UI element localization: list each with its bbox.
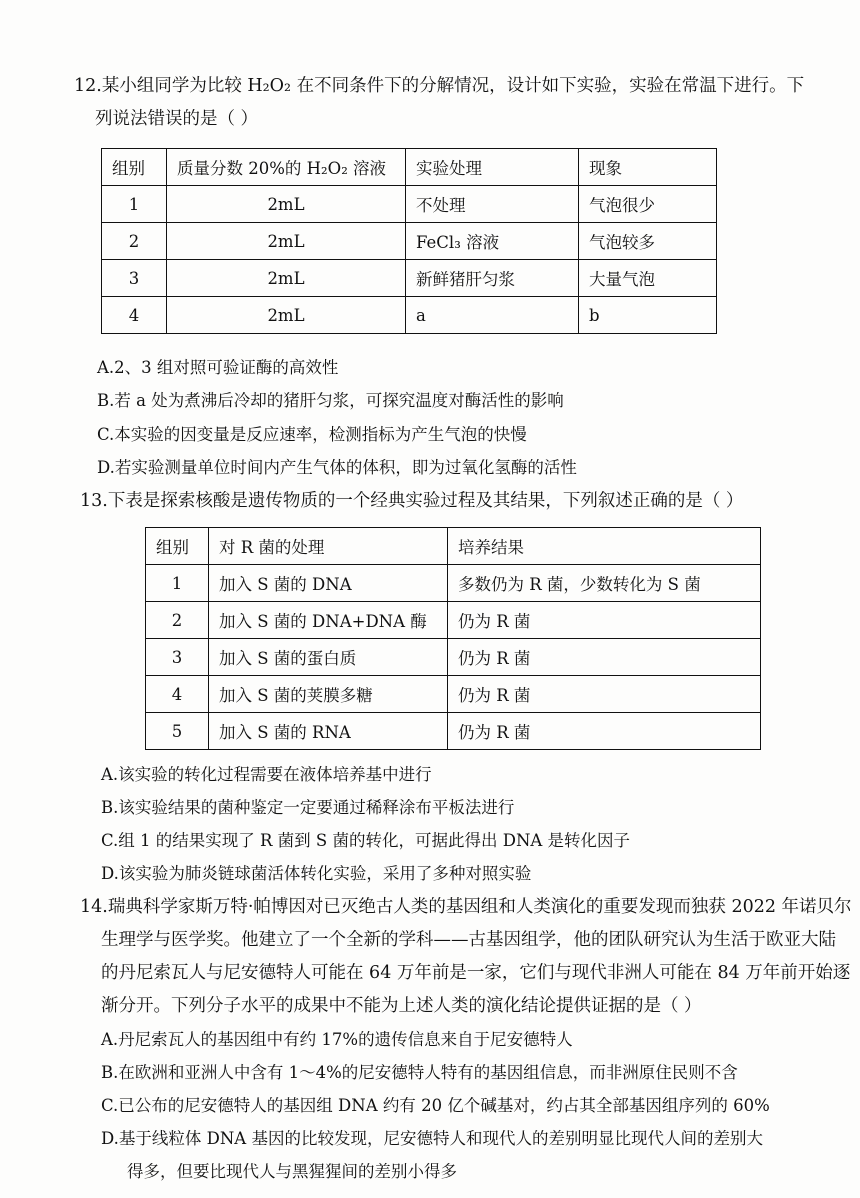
- table-header-cell: 现象: [579, 149, 717, 186]
- table-row: [146, 639, 761, 676]
- table-cell: 加入 S 菌的荚膜多糖: [209, 676, 448, 713]
- table-cell: 大量气泡: [579, 260, 717, 297]
- table-cell: 3: [146, 639, 209, 676]
- q14-option-b: B.在欧洲和亚洲人中含有 1～4%的尼安德特人特有的基因组信息，而非洲原住民则不含: [101, 1063, 738, 1082]
- q14-option-d: D.基于线粒体 DNA 基因的比较发现，尼安德特人和现代人的差别明显比现代人间的差别大: [101, 1129, 763, 1148]
- table-cell: 仍为 R 菌: [448, 713, 761, 750]
- q14-option-d-cont: 得多，但要比现代人与黑猩猩间的差别小得多: [127, 1162, 457, 1181]
- q13-stem: 13.下表是探索核酸是遗传物质的一个经典实验过程及其结果，下列叙述正确的是（ ）: [80, 491, 744, 511]
- table-cell: 2mL: [167, 260, 406, 297]
- q12-option-a: A.2、3 组对照可验证酶的高效性: [97, 358, 339, 377]
- q13-option-a: A.该实验的转化过程需要在液体培养基中进行: [101, 765, 432, 784]
- table-cell: 1: [102, 186, 167, 223]
- table-cell: 加入 S 菌的 RNA: [209, 713, 448, 750]
- table-cell: b: [579, 297, 717, 334]
- table-cell: 仍为 R 菌: [448, 676, 761, 713]
- q14-option-c: C.已公布的尼安德特人的基因组 DNA 约有 20 亿个碱基对，约占其全部基因组序列的 60%: [101, 1096, 770, 1115]
- q12-stem-line2: 列说法错误的是（ ）: [95, 109, 259, 129]
- table-row: [102, 223, 717, 260]
- table-row: [146, 676, 761, 713]
- table-header-cell: 组别: [102, 149, 167, 186]
- table-cell: 2mL: [167, 186, 406, 223]
- table-cell: 2mL: [167, 223, 406, 260]
- table-cell: 加入 S 菌的蛋白质: [209, 639, 448, 676]
- q12-table: [101, 148, 717, 334]
- table-cell: 不处理: [406, 186, 579, 223]
- table-header-cell: 组别: [146, 528, 209, 565]
- q14-stem-line3: 的丹尼索瓦人与尼安德特人可能在 64 万年前是一家，它们与现代非洲人可能在 84 万年前开始逐: [101, 963, 851, 983]
- table-row: [102, 186, 717, 223]
- table-row: [102, 260, 717, 297]
- table-cell: 1: [146, 565, 209, 602]
- q13-table: [145, 527, 761, 750]
- table-cell: 加入 S 菌的 DNA: [209, 565, 448, 602]
- q13-option-d: D.该实验为肺炎链球菌活体转化实验，采用了多种对照实验: [101, 864, 532, 883]
- table-row: [146, 602, 761, 639]
- q14-stem-line2: 生理学与医学奖。他建立了一个全新的学科——古基因组学，他的团队研究认为生活于欧亚大陆: [101, 930, 836, 950]
- q12-option-b: B.若 a 处为煮沸后冷却的猪肝匀浆，可探究温度对酶活性的影响: [97, 391, 564, 410]
- q12-option-c: C.本实验的因变量是反应速率，检测指标为产生气泡的快慢: [97, 425, 527, 444]
- table-header-row: [146, 528, 761, 565]
- table-header-cell: 培养结果: [448, 528, 761, 565]
- table-cell: 2: [146, 602, 209, 639]
- table-cell: 加入 S 菌的 DNA+DNA 酶: [209, 602, 448, 639]
- table-cell: 5: [146, 713, 209, 750]
- q13-option-c: C.组 1 的结果实现了 R 菌到 S 菌的转化，可据此得出 DNA 是转化因子: [101, 831, 631, 850]
- q12-option-d: D.若实验测量单位时间内产生气体的体积，即为过氧化氢酶的活性: [97, 458, 577, 477]
- table-cell: 气泡较多: [579, 223, 717, 260]
- table-cell: 2mL: [167, 297, 406, 334]
- table-row: [146, 713, 761, 750]
- table-cell: 仍为 R 菌: [448, 639, 761, 676]
- table-row: [146, 565, 761, 602]
- table-cell: 气泡很少: [579, 186, 717, 223]
- table-cell: 仍为 R 菌: [448, 602, 761, 639]
- table-cell: 2: [102, 223, 167, 260]
- q14-option-a: A.丹尼索瓦人的基因组中有约 17%的遗传信息来自于尼安德特人: [101, 1030, 573, 1049]
- table-cell: 4: [146, 676, 209, 713]
- table-cell: 新鲜猪肝匀浆: [406, 260, 579, 297]
- table-cell: 多数仍为 R 菌，少数转化为 S 菌: [448, 565, 761, 602]
- table-cell: 3: [102, 260, 167, 297]
- table-cell: a: [406, 297, 579, 334]
- q14-stem-line4: 渐分开。下列分子水平的成果中不能为上述人类的演化结论提供证据的是（ ）: [101, 996, 702, 1016]
- table-header-cell: 质量分数 20%的 H₂O₂ 溶液: [167, 149, 406, 186]
- q14-stem-line1: 14.瑞典科学家斯万特·帕博因对已灭绝古人类的基因组和人类演化的重要发现而独获 2022 年诺贝尔: [80, 897, 852, 917]
- q13-option-b: B.该实验结果的菌种鉴定一定要通过稀释涂布平板法进行: [101, 798, 515, 817]
- table-row: [102, 297, 717, 334]
- table-header-row: [102, 149, 717, 186]
- table-cell: 4: [102, 297, 167, 334]
- table-header-cell: 实验处理: [406, 149, 579, 186]
- table-cell: FeCl₃ 溶液: [406, 223, 579, 260]
- table-header-cell: 对 R 菌的处理: [209, 528, 448, 565]
- q12-stem-line1: 12.某小组同学为比较 H₂O₂ 在不同条件下的分解情况，设计如下实验，实验在常温下进行。下: [74, 76, 805, 96]
